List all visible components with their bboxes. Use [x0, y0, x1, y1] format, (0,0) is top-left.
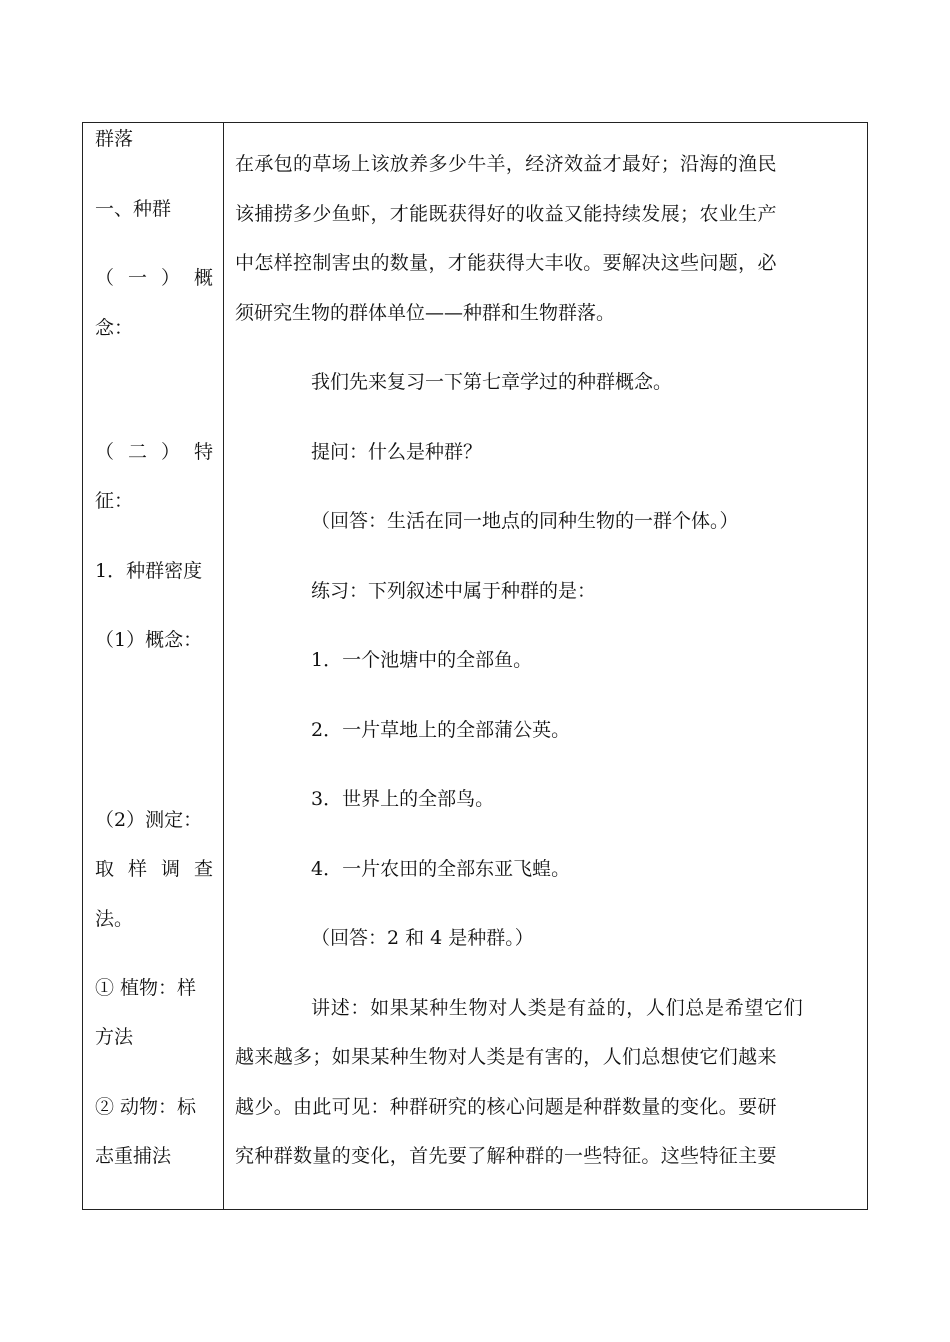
para1-line2: 该捕捞多少鱼虾，才能既获得好的收益又能持续发展；农业生产	[235, 203, 777, 225]
exercise-line: 练习：下列叙述中属于种群的是：	[311, 580, 597, 602]
density-measure: （2）测定：	[95, 809, 203, 831]
lesson-table	[82, 122, 868, 1210]
plant-line2: 方法	[95, 1026, 134, 1048]
heading-features-line2: 征：	[95, 490, 134, 512]
answer1-line: （回答：生活在同一地点的同种生物的一群个体。）	[311, 510, 739, 532]
para1-line1: 在承包的草场上该放养多少牛羊，经济效益才最好；沿海的渔民	[235, 153, 777, 175]
section-title: 群落	[95, 128, 134, 150]
animal-line2: 志重捕法	[95, 1145, 172, 1167]
method-line1: 取 样 调 查	[95, 858, 213, 880]
para2-line4: 究种群数量的变化，首先要了解种群的一些特征。这些特征主要	[235, 1145, 777, 1167]
exercise-item-1: 1．一个池塘中的全部鱼。	[311, 649, 533, 671]
para2-line2: 越来越多；如果某种生物对人类是有害的，人们总想使它们越来	[235, 1046, 777, 1068]
heading-concept-line2: 念：	[95, 317, 134, 339]
exercise-item-3: 3．世界上的全部鸟。	[311, 788, 495, 810]
para1-line4: 须研究生物的群体单位——种群和生物群落。	[235, 302, 616, 324]
question-line: 提问：什么是种群？	[311, 441, 483, 463]
heading-population: 一、种群	[95, 198, 172, 220]
heading-concept-line1: （ 一 ） 概	[95, 267, 213, 289]
density-concept: （1）概念：	[95, 629, 203, 651]
column-divider	[223, 123, 224, 1209]
para2-line3: 越少。由此可见：种群研究的核心问题是种群数量的变化。要研	[235, 1096, 777, 1118]
exercise-item-2: 2．一片草地上的全部蒲公英。	[311, 719, 571, 741]
exercise-item-4: 4．一片农田的全部东亚飞蝗。	[311, 858, 571, 880]
method-line2: 法。	[95, 908, 134, 930]
review-line: 我们先来复习一下第七章学过的种群概念。	[311, 371, 673, 393]
plant-line1: ① 植物：样	[95, 977, 197, 999]
para1-line3: 中怎样控制害虫的数量，才能获得大丰收。要解决这些问题，必	[235, 252, 777, 274]
animal-line1: ② 动物：标	[95, 1096, 197, 1118]
heading-density: 1．种群密度	[95, 560, 203, 582]
para2-line1: 讲述：如果某种生物对人类是有益的，人们总是希望它们	[311, 997, 804, 1019]
answer2-line: （回答：2 和 4 是种群。）	[311, 927, 534, 949]
heading-features-line1: （ 二 ） 特	[95, 441, 213, 463]
